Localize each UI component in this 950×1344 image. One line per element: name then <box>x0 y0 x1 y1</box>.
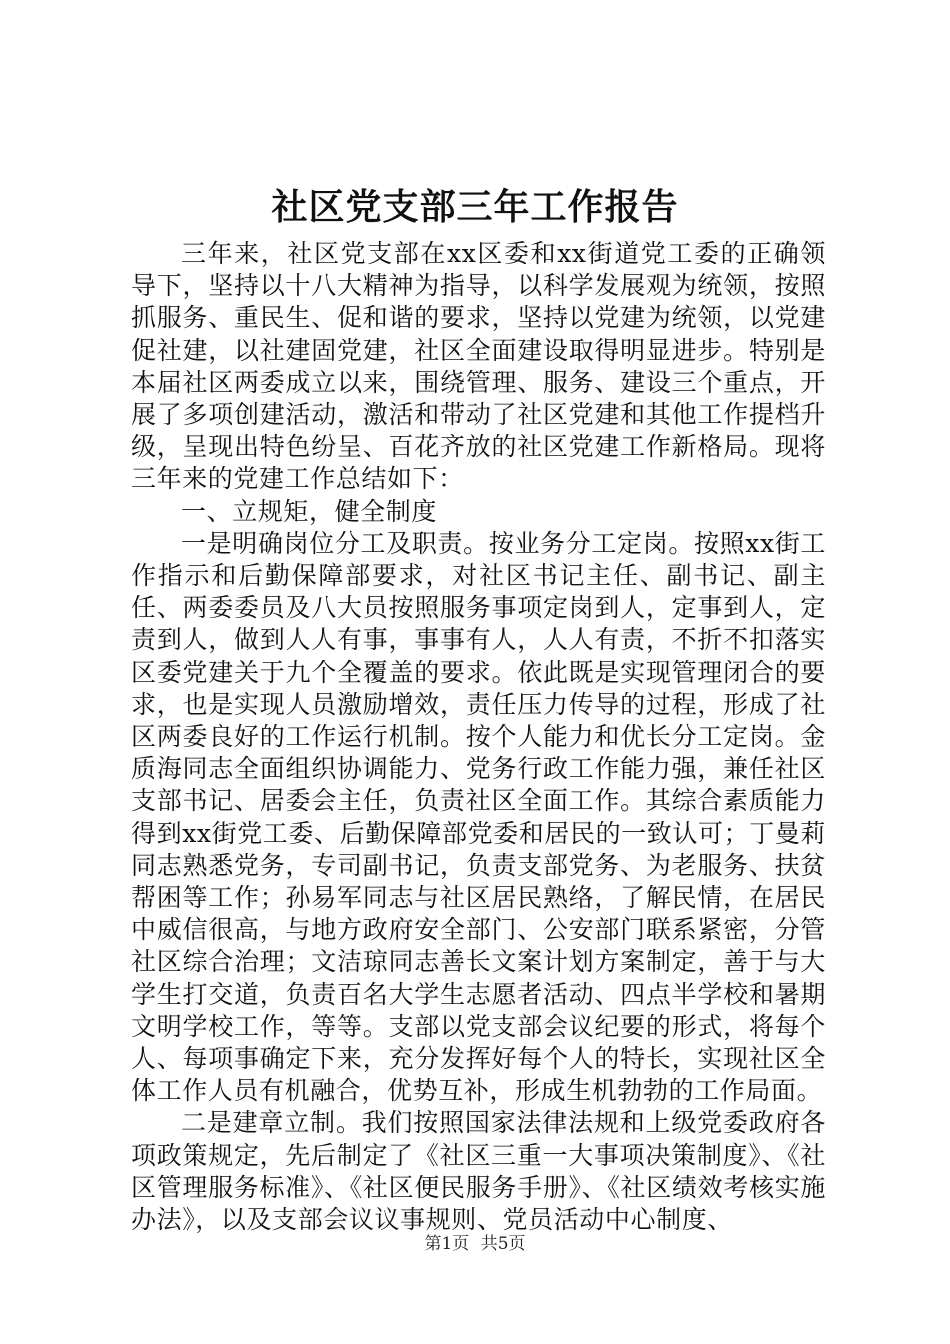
section-heading: 一、立规矩，健全制度 <box>181 496 438 526</box>
paragraph-rules: 二是建章立制。我们按照国家法律法规和上级党委政府各项政策规定，先后制定了《社区三重一大事项决策制度》、《社区管理服务标准》、《社区便民服务手册》、《社区绩效考核实施办法》，以及支部会议议事规则、党员活动中心制度、 <box>131 1108 826 1235</box>
document-title: 社区党支部三年工作报告 <box>271 186 679 228</box>
page-total: 共5页 <box>480 1234 526 1254</box>
document-body <box>131 238 826 1236</box>
page-number: 第1页 <box>424 1234 470 1254</box>
paragraph-intro: 三年来，社区党支部在xx区委和xx街道党工委的正确领导下，坚持以十八大精神为指导，以科学发展观为统领，按照抓服务、重民生、促和谐的要求，坚持以党建为统领，以党建促社建，以社建固党建，社区全面建设取得明显进步。特别是本届社区两委成立以来，围绕管理、服务、建设三个重点，开展了多项创建活动，激活和带动了社区党建和其他工作提档升级，呈现出特色纷呈、百花齐放的社区党建工作新格局。现将三年来的党建工作总结如下： <box>131 239 826 494</box>
paragraph-duties: 一是明确岗位分工及职责。按业务分工定岗。按照xx街工作指示和后勤保障部要求，对社区书记主任、副书记、副主任、两委委员及八大员按照服务事项定岗到人，定事到人，定责到人，做到人人有事，事事有人，人人有责，不折不扣落实区委党建关于九个全覆盖的要求。依此既是实现管理闭合的要求，也是实现人员激励增效，责任压力传导的过程，形成了社区两委良好的工作运行机制。按个人能力和优长分工定岗。金质海同志全面组织协调能力、党务行政工作能力强，兼任社区支部书记、居委会主任，负责社区全面工作。其综合素质能力得到xx街党工委、后勤保障部党委和居民的一致认可；丁曼莉同志熟悉党务，专司副书记，负责支部党务、为老服务、扶贫帮困等工作；孙易军同志与社区居民熟络，了解民情，在居民中威信很高，与地方政府安全部门、公安部门联系紧密，分管社区综合治理；文洁琼同志善长文案计划方案制定，善于与大学生打交道，负责百名大学生志愿者活动、四点半学校和暑期文明学校工作，等等。支部以党支部会议纪要的形式，将每个人、每项事确定下来，充分发挥好每个人的特长，实现社区全体工作人员有机融合，优势互补，形成生机勃勃的工作局面。 <box>131 528 827 1106</box>
page-footer <box>0 1233 950 1255</box>
